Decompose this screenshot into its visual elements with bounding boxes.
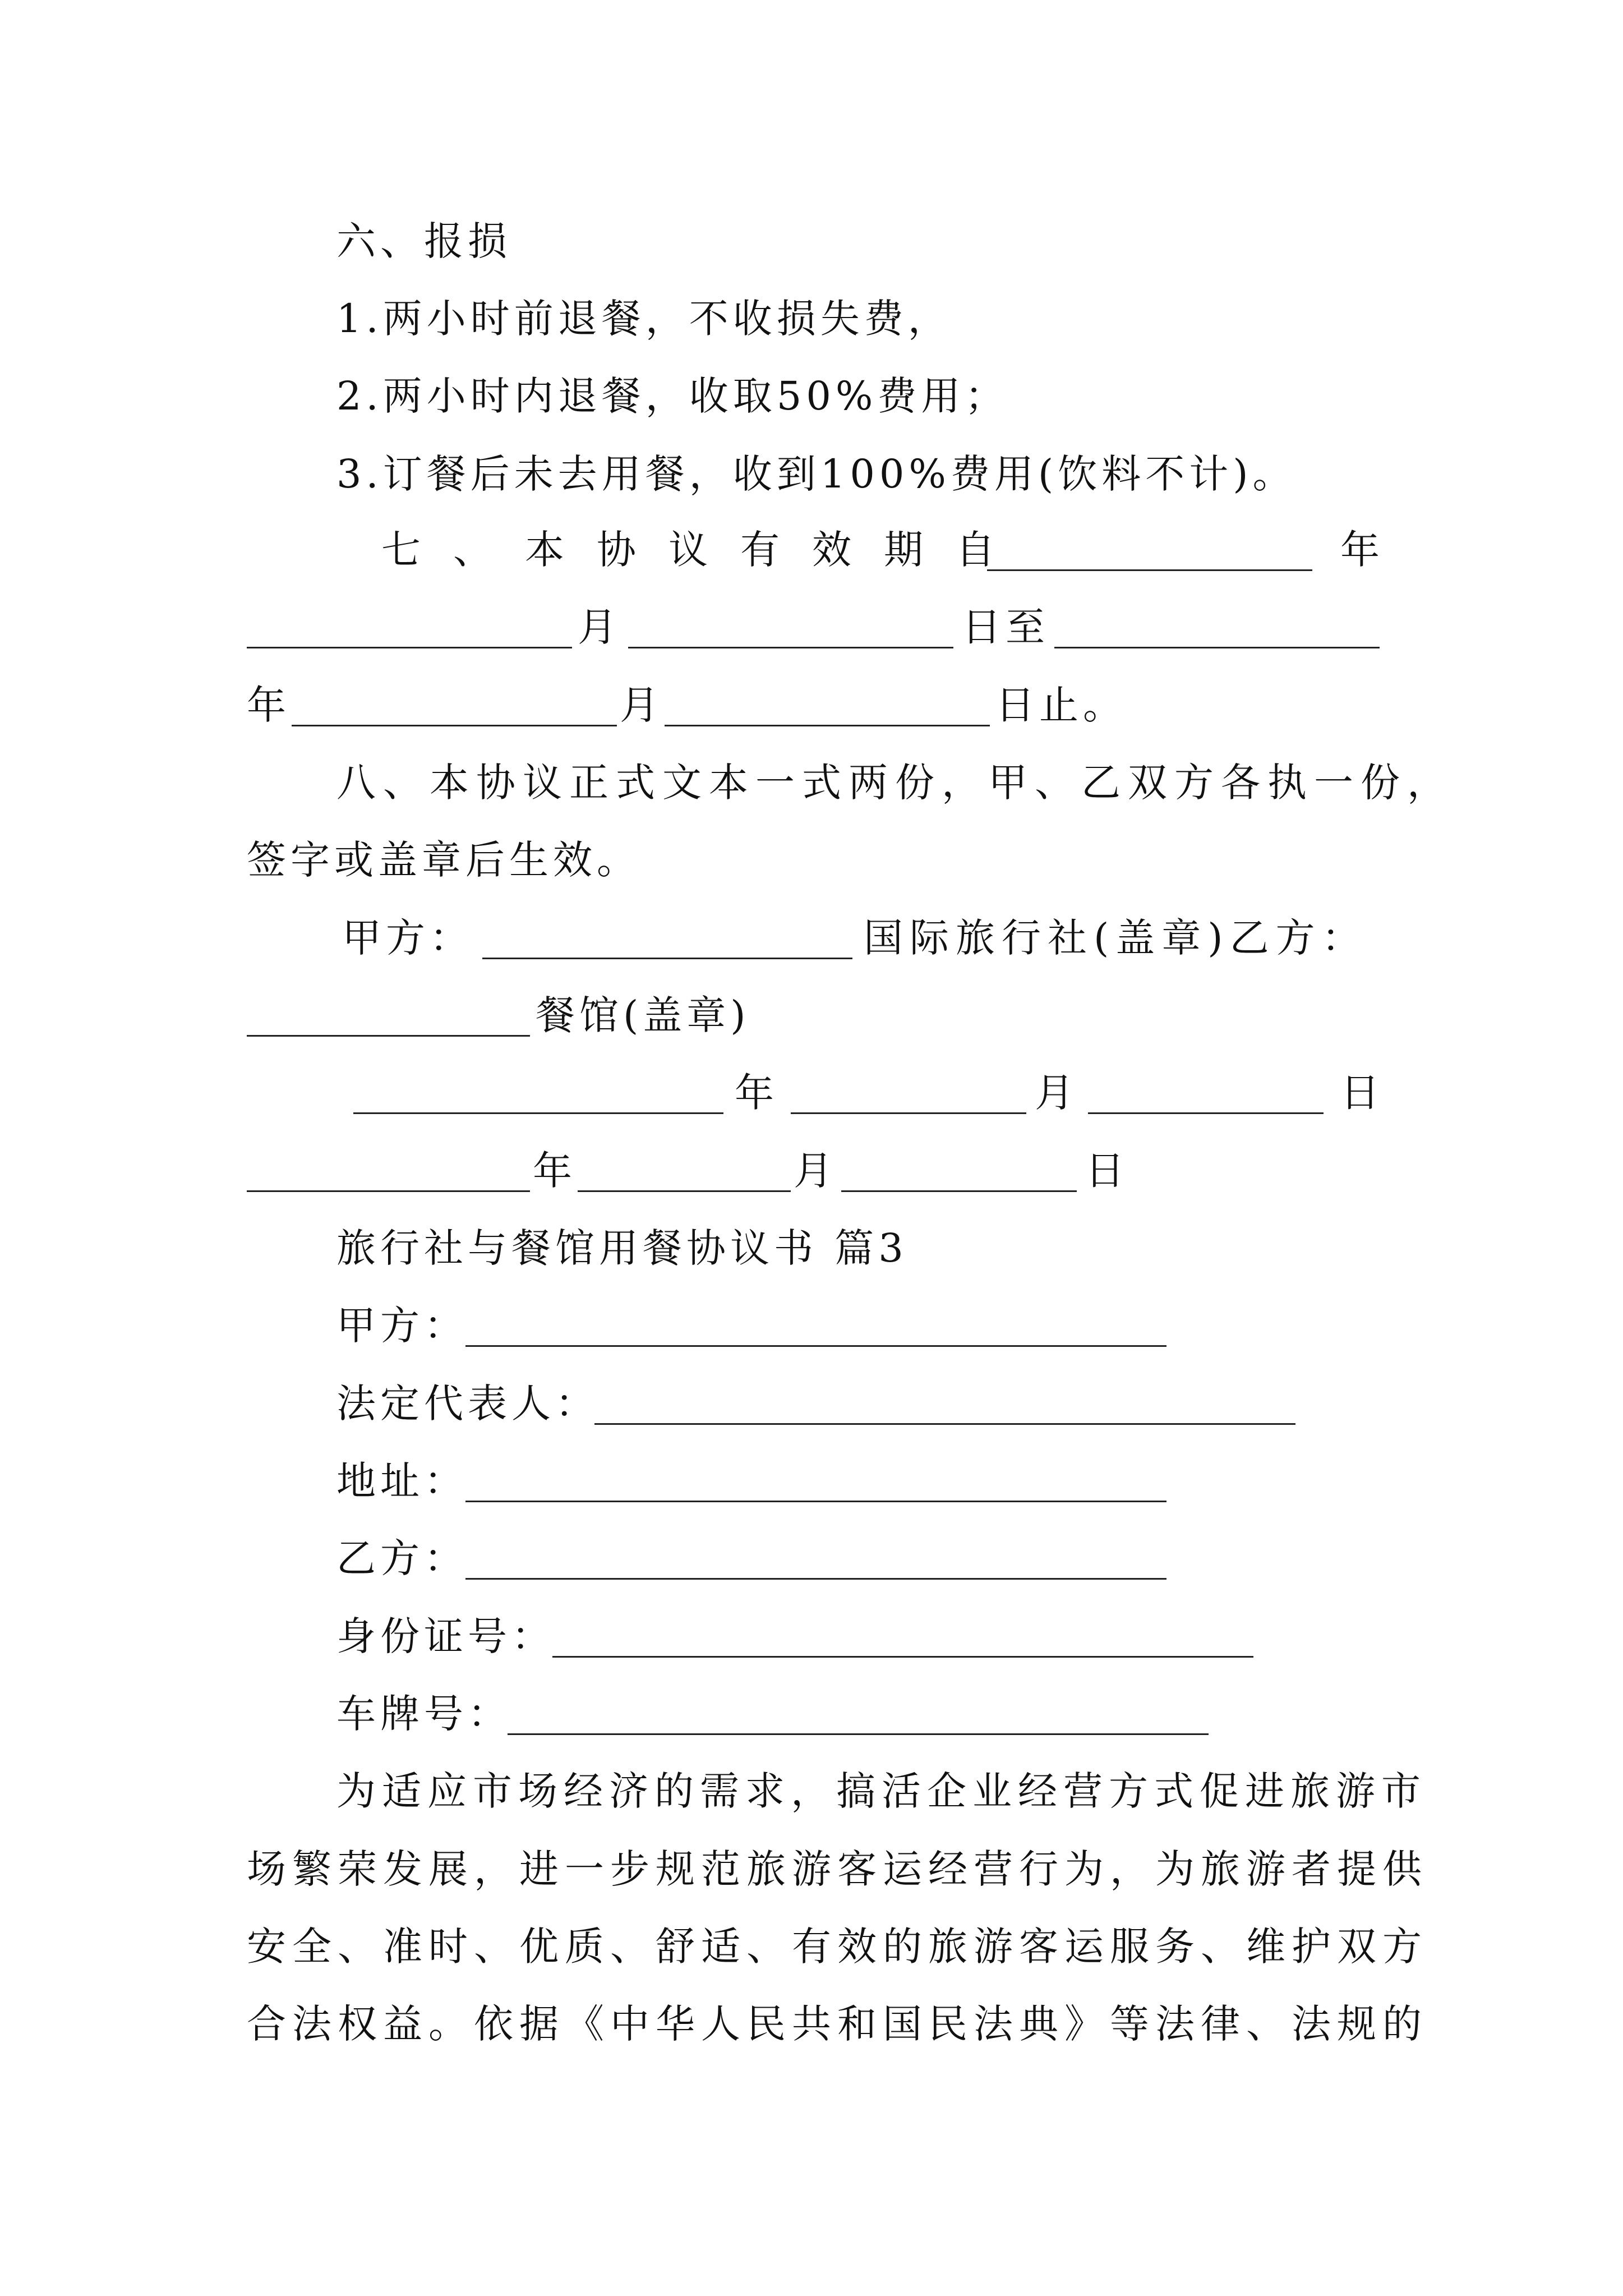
- section7-month2-label: 月: [620, 682, 663, 728]
- part3-field-party-a-blank: [465, 1306, 1166, 1347]
- part3-field-party-a-label: 甲方：: [336, 1303, 468, 1349]
- part3-field-address-label: 地址：: [336, 1458, 468, 1504]
- signature-party-a-blank: [482, 918, 852, 959]
- signature-party-a-label: 甲方：: [342, 915, 473, 961]
- part3-paragraph-line3: 安全、准时、优质、舒适、有效的旅游客运服务、维护双方: [247, 1924, 1428, 1970]
- part3-paragraph-line4: 合法权益。依据《中华人民共和国民法典》等法律、法规的: [247, 2001, 1428, 2047]
- section8-line2: 签字或盖章后生效。: [247, 837, 640, 883]
- signature-date-b-month-blank: [578, 1151, 791, 1192]
- section7-month-label: 月: [578, 604, 621, 650]
- section7-blank-5: [292, 685, 617, 726]
- signature-date-b-year: 年: [533, 1148, 577, 1194]
- part3-paragraph-line2: 场繁荣发展，进一步规范旅游客运经营行为，为旅游者提供: [247, 1846, 1428, 1892]
- part3-field-legal-rep-blank: [594, 1384, 1295, 1425]
- part3-paragraph-line1: 为适应市场经济的需求，搞活企业经营方式促进旅游市: [336, 1768, 1427, 1814]
- signature-date-a-year-blank: [353, 1073, 723, 1114]
- section7-day-end-label: 日止。: [995, 682, 1127, 728]
- part3-field-legal-rep-label: 法定代表人：: [336, 1381, 599, 1427]
- signature-date-b-day-blank: [841, 1151, 1077, 1192]
- section7-year-blank: [987, 530, 1312, 571]
- part3-field-address-blank: [465, 1461, 1166, 1502]
- section8-line1: 八、本协议正式文本一式两份，甲、乙双方各执一份，: [336, 760, 1454, 806]
- section7-blank-4: [1054, 608, 1380, 648]
- section7-day-to-label: 日至: [962, 604, 1049, 650]
- signature-date-b-day: 日: [1085, 1148, 1129, 1194]
- part3-field-party-b-label: 乙方：: [336, 1535, 468, 1581]
- signature-party-b-suffix: 餐馆(盖章): [536, 992, 750, 1038]
- part3-field-id-label: 身份证号：: [336, 1613, 555, 1659]
- section7-blank-2: [247, 608, 572, 648]
- signature-date-b-year-blank: [247, 1151, 530, 1192]
- section7-year-label: 年: [1340, 527, 1384, 573]
- part3-field-plate-blank: [508, 1694, 1209, 1735]
- part3-field-party-b-blank: [465, 1539, 1166, 1580]
- section6-heading: 六、报损: [336, 218, 511, 264]
- part3-title: 旅行社与餐馆用餐协议书 篇3: [336, 1225, 908, 1271]
- signature-date-a-year: 年: [735, 1070, 778, 1116]
- signature-party-a-suffix: 国际旅行社(盖章)乙方：: [864, 915, 1368, 961]
- section7-prefix: 七、本协议有效期自: [381, 527, 1027, 573]
- signature-party-b-blank: [247, 996, 530, 1037]
- signature-date-a-month-blank: [791, 1073, 1026, 1114]
- signature-date-a-day-blank: [1088, 1073, 1324, 1114]
- section6-item-1: 1.两小时前退餐，不收损失费，: [336, 296, 952, 342]
- signature-date-a-month: 月: [1035, 1070, 1078, 1116]
- signature-date-b-month: 月: [794, 1148, 837, 1194]
- part3-field-plate-label: 车牌号：: [336, 1691, 511, 1737]
- signature-date-a-day: 日: [1340, 1070, 1384, 1116]
- section7-blank-3: [628, 608, 953, 648]
- section7-blank-6: [665, 685, 990, 726]
- section7-year2-label: 年: [247, 682, 291, 728]
- section6-item-2: 2.两小时内退餐，收取50%费用；: [336, 373, 1009, 419]
- part3-field-id-blank: [552, 1617, 1253, 1658]
- section6-item-3: 3.订餐后未去用餐，收到100%费用(饮料不计)。: [336, 451, 1297, 497]
